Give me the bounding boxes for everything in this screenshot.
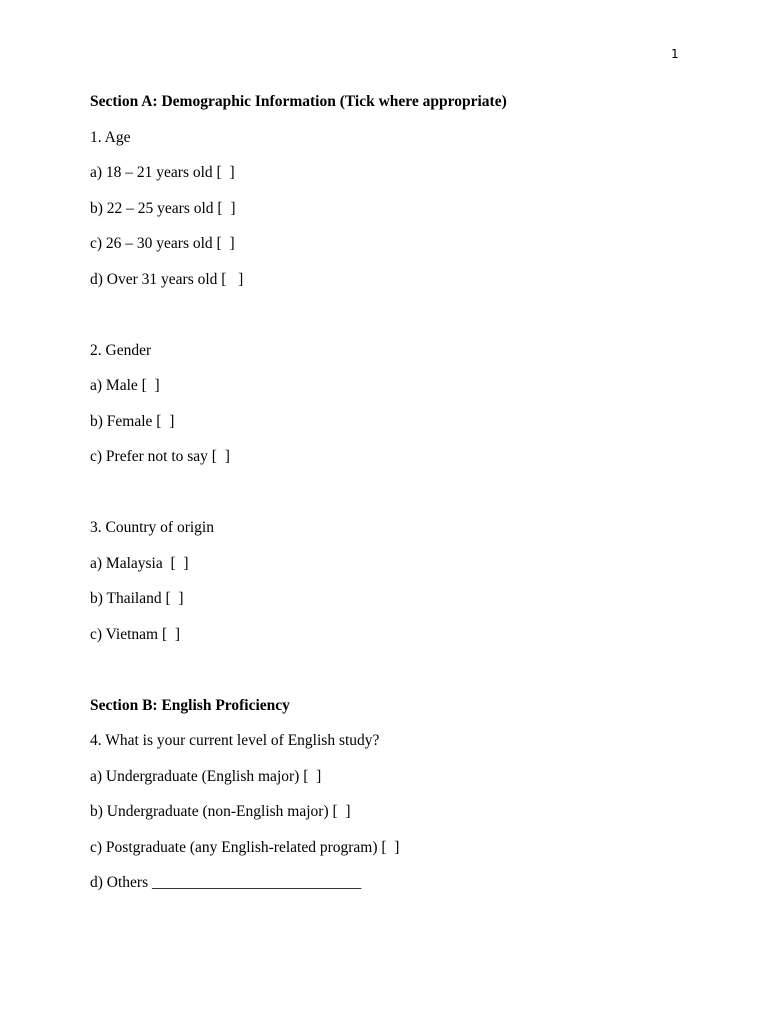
age-option-a[interactable]: a) 18 – 21 years old [ ] [90,164,235,181]
age-option-c[interactable]: c) 26 – 30 years old [ ] [90,235,235,252]
age-option-b[interactable]: b) 22 – 25 years old [ ] [90,199,236,217]
country-option-b[interactable]: b) Thailand [ ] [90,590,184,607]
question-english-level: 4. What is your current level of English study? [90,732,380,749]
country-option-a[interactable]: a) Malaysia [ ] [90,554,189,572]
gender-option-b[interactable]: b) Female [ ] [90,412,175,430]
level-option-c[interactable]: c) Postgraduate (any English-related program) [ ] [90,838,400,856]
level-option-a[interactable]: a) Undergraduate (English major) [ ] [90,767,322,785]
question-age: 1. Age [90,128,131,146]
gender-option-c[interactable]: c) Prefer not to say [ ] [90,448,230,465]
questionnaire-body [90,93,690,892]
level-option-d-others[interactable]: d) Others ___________________________ [90,874,362,891]
section-a-heading: Section A: Demographic Information (Tick where appropriate) [90,93,507,110]
question-country: 3. Country of origin [90,519,214,536]
section-b-heading: Section B: English Proficiency [90,696,290,714]
country-option-c[interactable]: c) Vietnam [ ] [90,625,181,643]
level-option-b[interactable]: b) Undergraduate (non-English major) [ ] [90,803,351,820]
question-gender: 2. Gender [90,341,152,359]
gender-option-a[interactable]: a) Male [ ] [90,377,160,394]
age-option-d[interactable]: d) Over 31 years old [ ] [90,270,244,288]
page-number: 1 [671,47,679,61]
